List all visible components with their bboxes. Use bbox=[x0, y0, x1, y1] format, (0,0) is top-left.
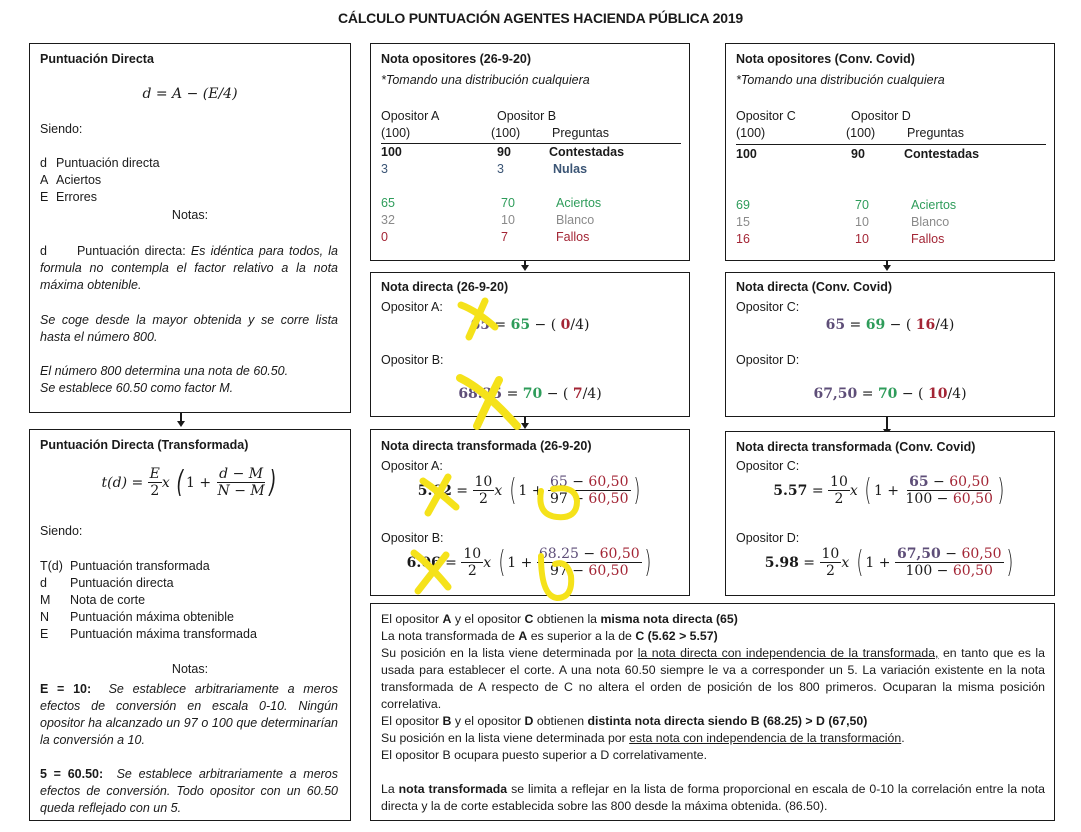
notas-label: Notas: bbox=[171, 208, 209, 222]
fraction: $\frac{65 - 60,50}{100 - 60,50}$ bbox=[905, 474, 993, 508]
cell: 65 bbox=[381, 196, 395, 210]
exam-2609-box bbox=[370, 43, 690, 261]
direct-covid-heading: Nota directa (Conv. Covid) bbox=[736, 280, 893, 294]
siendo-label: Siendo: bbox=[40, 122, 83, 136]
cell: 15 bbox=[736, 215, 750, 229]
cell: 10 bbox=[855, 215, 869, 229]
column-header-preguntas: Preguntas bbox=[907, 126, 964, 140]
column-header-opositor-a: Opositor A bbox=[381, 109, 440, 123]
transformed-score-formula: t(d) = $\frac{E}{2}$ x ( 1 + $\frac{d - M}{N - M}$ ) bbox=[101, 464, 277, 500]
legend-item: M Nota de corte bbox=[40, 593, 146, 607]
fraction: $\frac{10}{2}$ bbox=[821, 546, 840, 580]
cell: 90 bbox=[497, 145, 511, 159]
fraction: $\frac{d - M}{N - M}$ bbox=[217, 466, 265, 500]
exam-covid-heading: Nota opositores (Conv. Covid) bbox=[736, 52, 915, 66]
opositor-d-label: Opositor D: bbox=[736, 531, 800, 545]
notas-label: Notas: bbox=[171, 662, 209, 676]
opositor-d-transformed-equation: 5.98 = $\frac{10}{2}$ x ( 1 + $\frac{67,50 - 60,50}{100 - 60,50}$ ) bbox=[764, 544, 1013, 580]
opositor-d-direct-equation: 67,50 = 70 − ( 10/4) bbox=[813, 386, 967, 402]
fraction: $\frac{10}{2}$ bbox=[830, 474, 848, 508]
column-header-opositor-d: Opositor D bbox=[851, 109, 911, 123]
legend-item: E Errores bbox=[40, 190, 97, 204]
conclusion-line: Su posición en la lista viene determinada por esta nota con independencia de la transformación. bbox=[381, 731, 905, 745]
direct-score-formula: d = A − (E/4) bbox=[142, 86, 238, 102]
opositor-a-direct-equation: 65 = 65 − ( 0/4) bbox=[470, 317, 590, 333]
conclusion-text bbox=[381, 611, 1045, 815]
opositor-c-label: Opositor C: bbox=[736, 300, 800, 314]
note-cutoff: El número 800 determina una nota de 60.50. Se establece 60.50 como factor M. bbox=[40, 364, 289, 395]
direct-score-box bbox=[29, 43, 351, 413]
conclusion-line: La nota transformada de A es superior a la de C (5.62 > 5.57) bbox=[381, 629, 718, 643]
row-label: Fallos bbox=[911, 232, 945, 246]
transformed-2609-box bbox=[370, 429, 690, 596]
conclusion-line: El opositor A y el opositor C obtienen la misma nota directa (65) bbox=[381, 612, 738, 626]
conclusion-line: El opositor B ocupara puesto superior a D correlativamente. bbox=[381, 748, 708, 762]
row-label: Blanco bbox=[911, 215, 950, 229]
exam-2609-subtitle: *Tomando una distribución cualquiera bbox=[381, 73, 590, 87]
direct-score-legend bbox=[40, 155, 160, 206]
cell: 90 bbox=[851, 147, 865, 161]
cell: 3 bbox=[497, 162, 504, 176]
opositor-c-transformed-equation: 5.57 = $\frac{10}{2}$ x ( 1 + $\frac{65 - 60,50}{100 - 60,50}$ ) bbox=[773, 472, 1005, 508]
column-header-preguntas: Preguntas bbox=[552, 126, 609, 140]
transformed-2609-heading: Nota directa transformada (26-9-20) bbox=[381, 439, 592, 453]
conclusion-paragraph: Su posición en la lista viene determinada por la nota directa con independencia de la transformada, en tanto que es la usada para establecer el corte. A una nota 60.50 siempre le va a corresponder un 5. La variación existente en la nota transformada de A respecto de C no altera el orden de posición de los 800 primeros. Ocuparan la misma posición correlativa. bbox=[381, 646, 1046, 711]
fraction: $\frac{10}{2}$ bbox=[474, 474, 493, 508]
column-header-opositor-c: Opositor C bbox=[736, 109, 796, 123]
legend-item: E Puntuación máxima transformada bbox=[40, 627, 257, 641]
transformed-score-box bbox=[29, 429, 351, 821]
table-divider bbox=[736, 144, 1046, 145]
row-label: Fallos bbox=[556, 230, 590, 244]
opositor-b-transformed-equation: 6.06 = $\frac{10}{2}$ x ( 1 + $\frac{68.25 - 60,50}{97 - 60,50}$ ) bbox=[406, 544, 652, 580]
cell: 100 bbox=[736, 147, 757, 161]
legend-item: T(d) Puntuación transformada bbox=[40, 559, 210, 573]
exam-covid-box bbox=[725, 43, 1055, 261]
transformed-covid-box bbox=[725, 431, 1055, 596]
legend-item: N Puntuación máxima obtenible bbox=[40, 610, 234, 624]
cell: 70 bbox=[501, 196, 515, 210]
column-total: (100) bbox=[736, 126, 766, 140]
cell: 32 bbox=[381, 213, 395, 227]
fraction: $\frac{10}{2}$ bbox=[463, 546, 482, 580]
conclusion-line: El opositor B y el opositor D obtienen distinta nota directa siendo B (68.25) > D (67,50) bbox=[381, 714, 868, 728]
cell: 16 bbox=[736, 232, 750, 246]
cell: 3 bbox=[381, 162, 388, 176]
opositor-a-transformed-equation: 5.62 = $\frac{10}{2}$ x ( 1 + $\frac{65 - 60,50}{97 - 60,50}$ ) bbox=[417, 472, 640, 508]
opositor-c-direct-equation: 65 = 69 − ( 16/4) bbox=[825, 317, 955, 333]
row-label: Contestadas bbox=[904, 147, 980, 161]
note-list-800: Se coge desde la mayor obtenida y se corre lista hasta el número 800. bbox=[40, 313, 338, 344]
cell: 69 bbox=[736, 198, 750, 212]
direct-covid-box bbox=[725, 272, 1055, 417]
cell: 10 bbox=[855, 232, 869, 246]
note-5: 5 = 60.50: Se establece arbitrariamente a meros efectos de conversión. Todo opositor con un 60.50 queda reflejado con un 5. bbox=[40, 767, 339, 815]
row-label: Aciertos bbox=[556, 196, 602, 210]
opositor-a-label: Opositor A: bbox=[381, 459, 443, 473]
transformed-score-legend bbox=[40, 558, 257, 643]
exam-covid-subtitle: *Tomando una distribución cualquiera bbox=[736, 73, 945, 87]
legend-item: d Puntuación directa bbox=[40, 156, 160, 170]
opositor-b-label: Opositor B: bbox=[381, 531, 444, 545]
column-header-opositor-b: Opositor B bbox=[497, 109, 557, 123]
column-total: (100) bbox=[381, 126, 411, 140]
siendo-label: Siendo: bbox=[40, 524, 83, 538]
direct-score-heading: Puntuación Directa bbox=[40, 52, 154, 66]
legend-item: A Aciertos bbox=[40, 173, 102, 187]
opositor-d-label: Opositor D: bbox=[736, 353, 800, 367]
page-title: CÁLCULO PUNTUACIÓN AGENTES HACIENDA PÚBLICA 2019 bbox=[338, 10, 743, 26]
row-label: Contestadas bbox=[549, 145, 625, 159]
note-e10: E = 10: Se establece arbitrariamente a meros efectos de conversión en escala 0-10. Ningún opositor ha alcanzado un 97 o 100 que determinarían la conversión a 10. bbox=[40, 682, 338, 747]
cell: 70 bbox=[855, 198, 869, 212]
row-label: Aciertos bbox=[911, 198, 957, 212]
fraction: $\frac{68.25 - 60,50}{97 - 60,50}$ bbox=[538, 546, 640, 580]
direct-2609-box bbox=[370, 272, 690, 417]
transformed-covid-heading: Nota directa transformada (Conv. Covid) bbox=[736, 440, 976, 454]
fraction: $\frac{67,50 - 60,50}{100 - 60,50}$ bbox=[896, 546, 1002, 580]
exam-2609-heading: Nota opositores (26-9-20) bbox=[381, 52, 532, 66]
table-row: 100 bbox=[381, 145, 402, 159]
conclusion-paragraph: La nota transformada se limita a reflejar en la lista de forma proporcional en escala de 0-10 la correlación entre la nota directa y la de corte establecida sobre las 800 desde la máxima obtenida. (86.50). bbox=[381, 782, 1045, 813]
conclusion-box bbox=[370, 603, 1055, 821]
column-total: (100) bbox=[491, 126, 521, 140]
opositor-b-direct-equation: 68.25 = 70 − ( 7/4) bbox=[458, 386, 602, 402]
fraction: $\frac{65 - 60,50}{97 - 60,50}$ bbox=[549, 474, 629, 508]
note-d: d Puntuación directa: Es idéntica para todos, la formula no contempla el factor relativo a la nota máxima obtenible. bbox=[40, 244, 338, 292]
row-label: Blanco bbox=[556, 213, 595, 227]
opositor-b-label: Opositor B: bbox=[381, 353, 444, 367]
direct-2609-heading: Nota directa (26-9-20) bbox=[381, 280, 509, 294]
transformed-score-heading: Puntuación Directa (Transformada) bbox=[40, 438, 249, 452]
legend-item: d Puntuación directa bbox=[40, 576, 174, 590]
cell: 10 bbox=[501, 213, 515, 227]
fraction: $\frac{E}{2}$ bbox=[149, 466, 160, 500]
row-label: Nulas bbox=[553, 162, 588, 176]
opositor-a-label: Opositor A: bbox=[381, 300, 443, 314]
column-total: (100) bbox=[846, 126, 876, 140]
cell: 0 bbox=[381, 230, 388, 244]
table-divider bbox=[381, 143, 681, 144]
cell: 7 bbox=[501, 230, 508, 244]
opositor-c-label: Opositor C: bbox=[736, 459, 800, 473]
